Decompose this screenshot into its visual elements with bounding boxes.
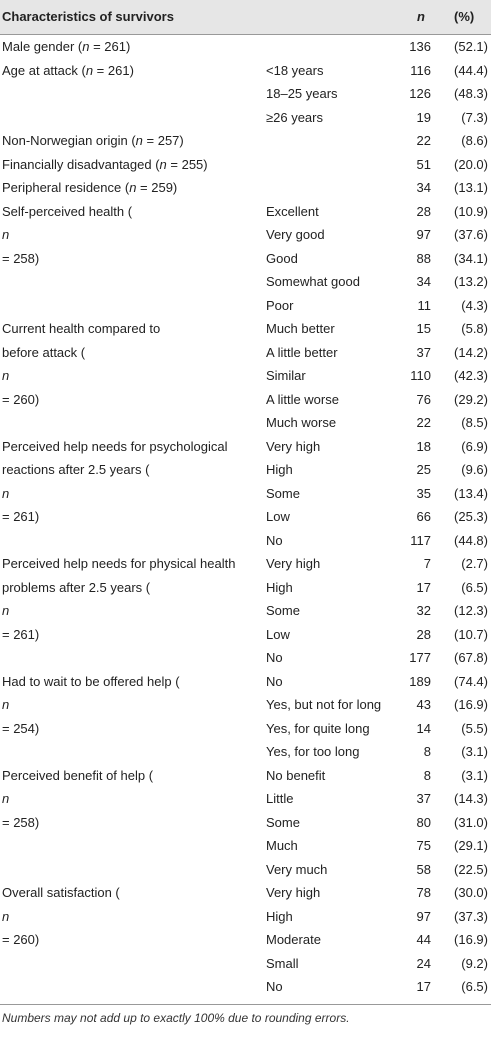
n-symbol: n [85, 62, 94, 78]
row-percent: (31.0) [454, 814, 488, 830]
row-n: 22 [416, 133, 431, 148]
row-category: Little [266, 791, 294, 806]
row-percent: (13.2) [454, 274, 488, 289]
table-row [0, 505, 491, 529]
table-row [0, 35, 491, 59]
row-percent: (6.5) [461, 979, 488, 994]
table-row [0, 952, 491, 976]
row-percent: (13.1) [454, 180, 488, 195]
row-n: 78 [416, 885, 431, 900]
row-percent: (14.2) [454, 344, 488, 360]
table-header [0, 0, 491, 35]
n-symbol: n [2, 908, 10, 924]
row-n: 24 [416, 955, 431, 971]
row-percent: (30.0) [454, 885, 488, 900]
table-row [0, 928, 491, 952]
row-n: 18 [416, 438, 431, 454]
row-percent: (7.3) [461, 109, 488, 125]
table-row [0, 834, 491, 858]
n-symbol: n [2, 368, 10, 383]
row-label: Age at attack (n = 261) [2, 62, 134, 78]
table-row [0, 717, 491, 741]
table-row [0, 881, 491, 905]
row-n: 37 [416, 344, 431, 360]
table-row [0, 247, 491, 271]
table-row [0, 529, 491, 553]
row-n: 126 [409, 86, 431, 101]
table-row [0, 411, 491, 435]
row-category: High [266, 579, 293, 595]
row-percent: (22.5) [454, 861, 488, 877]
table-row [0, 693, 491, 717]
row-n: 189 [409, 673, 431, 689]
row-percent: (4.3) [461, 297, 488, 313]
table-row [0, 623, 491, 647]
row-category: Much [266, 838, 298, 853]
row-group [0, 670, 491, 764]
n-symbol: n [2, 697, 10, 712]
row-percent: (42.3) [454, 368, 488, 383]
row-percent: (44.8) [454, 532, 488, 548]
table-row [0, 975, 491, 999]
row-n: 17 [416, 579, 431, 595]
n-symbol: n [82, 39, 90, 54]
row-percent: (44.4) [454, 62, 488, 78]
row-percent: (2.7) [461, 556, 488, 571]
n-symbol: n [2, 227, 10, 242]
row-category: <18 years [266, 62, 324, 78]
row-category: Poor [266, 297, 294, 313]
row-label: Non-Norwegian origin (n = 257) [2, 133, 184, 148]
row-n: 44 [416, 932, 431, 947]
row-percent: (8.6) [461, 133, 488, 148]
row-n: 80 [416, 814, 431, 830]
table-row [0, 270, 491, 294]
table-row [0, 811, 491, 835]
row-n: 51 [416, 156, 431, 172]
row-category: ≥26 years [266, 109, 323, 125]
row-category: Some [266, 603, 300, 618]
row-n: 177 [409, 650, 431, 665]
row-percent: (37.6) [454, 227, 488, 242]
table-footnote: Numbers may not add up to exactly 100% due to rounding errors. [2, 1010, 350, 1025]
n-symbol: n [2, 603, 10, 618]
row-category: No [266, 673, 283, 689]
row-category: Low [266, 626, 290, 642]
row-category: High [266, 908, 293, 924]
row-percent: (16.9) [454, 932, 488, 947]
n-symbol: n [135, 133, 143, 148]
group-label-line: Overall satisfaction ( n = 260) [2, 885, 120, 947]
row-category: Yes, for too long [266, 744, 360, 759]
row-category: Small [266, 955, 299, 971]
row-percent: (6.9) [461, 438, 488, 454]
table-row [0, 176, 491, 200]
row-label: Financially disadvantaged (n = 255) [2, 156, 208, 172]
row-percent: (10.9) [454, 203, 488, 219]
row-n: 117 [410, 532, 431, 548]
row-category: Some [266, 485, 300, 501]
table-row [0, 388, 491, 412]
row-n: 76 [416, 391, 431, 407]
row-category: Very high [266, 556, 321, 571]
table-row [0, 858, 491, 882]
row-percent: (3.1) [461, 767, 488, 783]
row-percent: (13.4) [454, 485, 488, 501]
table-row [0, 364, 491, 388]
row-group [0, 435, 491, 553]
row-n: 8 [423, 767, 431, 783]
row-n: 75 [416, 838, 431, 853]
row-category: Much worse [266, 415, 337, 430]
table-row [0, 458, 491, 482]
row-n: 17 [416, 979, 431, 994]
group-label-line: Had to wait to be offered help ( n = 254) [2, 673, 180, 736]
row-n: 136 [409, 39, 431, 54]
header-characteristics: Characteristics of survivors [2, 9, 174, 24]
table-row [0, 764, 491, 788]
group-label-line: Perceived help needs for psychological [2, 438, 228, 454]
table-row [0, 482, 491, 506]
group-label-line: Self-perceived health ( n = 258) [2, 203, 133, 266]
row-n: 8 [423, 744, 431, 759]
row-percent: (12.3) [454, 603, 488, 618]
table-row [0, 294, 491, 318]
row-percent: (6.5) [461, 579, 488, 595]
header-percent: (%) [454, 9, 475, 24]
row-category: No [266, 650, 283, 665]
row-percent: (3.1) [461, 744, 488, 759]
row-category: Very good [266, 227, 325, 242]
row-n: 66 [416, 509, 431, 524]
row-n: 34 [416, 274, 431, 289]
row-category: Similar [266, 368, 306, 383]
row-label: Male gender (n = 261) [2, 39, 131, 54]
group-label-line: problems after 2.5 years ( n = 261) [2, 576, 235, 647]
row-n: 58 [416, 861, 431, 877]
row-n: 34 [416, 180, 431, 195]
row-percent: (74.4) [454, 673, 488, 689]
group-label-line: before attack ( n = 260) [2, 341, 160, 412]
header-n: n [417, 9, 425, 24]
row-category: No [266, 532, 283, 548]
row-percent: (29.2) [454, 391, 488, 407]
row-category: Very much [266, 861, 328, 877]
row-n: 37 [416, 791, 431, 806]
row-group [0, 552, 491, 670]
row-percent: (25.3) [454, 509, 488, 524]
row-percent: (48.3) [454, 86, 488, 101]
row-category: A little worse [266, 391, 339, 407]
row-group [0, 881, 491, 999]
row-category: Yes, but not for long [266, 697, 382, 712]
row-percent: (9.2) [461, 955, 488, 971]
table-row [0, 200, 491, 224]
table-row [0, 317, 491, 341]
table-row [0, 223, 491, 247]
n-symbol: n [2, 485, 10, 501]
table-row [0, 740, 491, 764]
row-percent: (20.0) [454, 156, 488, 172]
row-group [0, 200, 491, 318]
row-n: 19 [416, 109, 431, 125]
table-row [0, 905, 491, 929]
row-category: Much better [266, 321, 335, 336]
row-category: Excellent [266, 203, 319, 219]
table-row [0, 552, 491, 576]
row-percent: (8.5) [461, 415, 488, 430]
table-row [0, 576, 491, 600]
table-row [0, 435, 491, 459]
table-row [0, 646, 491, 670]
row-category: Yes, for quite long [266, 720, 370, 736]
row-n: 116 [410, 62, 431, 78]
row-category: Low [266, 509, 290, 524]
row-percent: (29.1) [454, 838, 488, 853]
row-percent: (14.3) [454, 791, 488, 806]
row-n: 43 [416, 697, 431, 712]
row-n: 32 [416, 603, 431, 618]
row-percent: (5.8) [461, 321, 488, 336]
row-percent: (10.7) [454, 626, 488, 642]
row-percent: (9.6) [461, 462, 488, 477]
row-percent: (16.9) [454, 697, 488, 712]
table-body [0, 35, 491, 999]
row-group [0, 317, 491, 435]
row-category: No [266, 979, 283, 994]
row-n: 28 [416, 203, 431, 219]
row-category: High [266, 462, 293, 477]
n-symbol: n [159, 156, 167, 172]
table-row [0, 670, 491, 694]
group-label-line: reactions after 2.5 years ( n = 261) [2, 458, 227, 529]
row-n: 25 [416, 462, 431, 477]
row-n: 88 [416, 250, 431, 266]
row-n: 22 [416, 415, 431, 430]
row-percent: (34.1) [454, 250, 488, 266]
group-label-line: Perceived benefit of help ( n = 258) [2, 767, 154, 830]
row-category: 18–25 years [266, 86, 338, 101]
table-row [0, 106, 491, 130]
n-symbol: n [2, 791, 10, 806]
group-label-line: Current health compared to [2, 321, 161, 336]
row-n: 28 [416, 626, 431, 642]
row-category: Somewhat good [266, 274, 360, 289]
table-row [0, 787, 491, 811]
row-n: 97 [416, 908, 431, 924]
table-row [0, 129, 491, 153]
row-category: A little better [266, 344, 338, 360]
row-group [0, 764, 491, 882]
row-n: 15 [416, 321, 431, 336]
row-category: Some [266, 814, 300, 830]
row-percent: (37.3) [454, 908, 488, 924]
row-category: Moderate [266, 932, 321, 947]
row-percent: (52.1) [454, 39, 488, 54]
row-category: No benefit [266, 767, 326, 783]
row-n: 110 [410, 368, 431, 383]
table-row [0, 341, 491, 365]
table-row [0, 599, 491, 623]
row-percent: (5.5) [461, 720, 488, 736]
table-row [0, 153, 491, 177]
row-n: 97 [416, 227, 431, 242]
row-category: Very high [266, 438, 321, 454]
row-n: 14 [416, 720, 431, 736]
table-row [0, 59, 491, 83]
row-percent: (67.8) [454, 650, 488, 665]
table-row [0, 82, 491, 106]
group-label-line: Perceived help needs for physical health [2, 556, 236, 571]
row-n: 35 [416, 485, 431, 501]
n-symbol: n [129, 180, 137, 195]
row-n: 11 [417, 297, 431, 313]
row-category: Very high [266, 885, 321, 900]
row-n: 7 [423, 556, 431, 571]
row-label: Peripheral residence (n = 259) [2, 180, 178, 195]
row-category: Good [266, 250, 298, 266]
